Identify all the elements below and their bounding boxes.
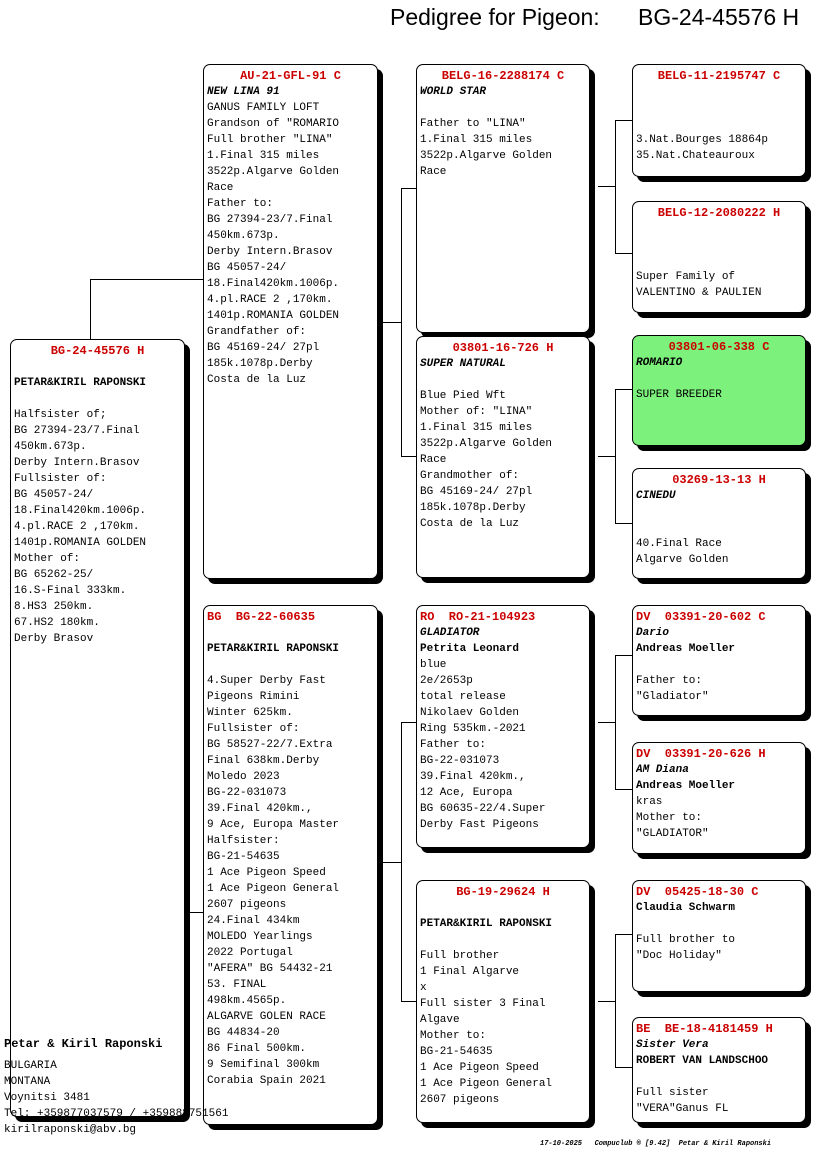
info-line: 86 Final 500km. xyxy=(207,1043,307,1055)
info-line: 9 Ace, Europa Master xyxy=(207,819,340,831)
info-line: Grandfather of: xyxy=(207,326,307,338)
info-line: Derby Intern.Brasov xyxy=(14,457,140,469)
info-line: 1 Final Algarve xyxy=(420,966,520,978)
info-line xyxy=(420,900,586,916)
info-line: VALENTINO & PAULIEN xyxy=(636,287,762,299)
info-line: Father to: xyxy=(636,675,703,687)
info-line: "Doc Holiday" xyxy=(636,950,722,962)
info-line: PETAR&KIRIL RAPONSKI xyxy=(14,377,147,389)
info-line: 4.Super Derby Fast xyxy=(207,675,326,687)
connector-line xyxy=(615,1067,632,1068)
connector-line xyxy=(615,934,632,935)
connector-line xyxy=(598,722,616,723)
info-line: Full brother to xyxy=(636,934,736,946)
info-line: "Gladiator" xyxy=(636,691,709,703)
info-line xyxy=(636,504,802,520)
info-line: 8.HS3 250km. xyxy=(14,601,94,613)
info-line: 1 Ace Pigeon General xyxy=(420,1078,553,1090)
ring-number: BELG-16-2288174 C xyxy=(441,69,565,83)
info-line: 18.Final420km.1006p. xyxy=(207,278,340,290)
connector-line xyxy=(401,722,417,723)
info-line xyxy=(636,221,802,237)
connector-line xyxy=(598,186,616,187)
info-line: Corabia Spain 2021 xyxy=(207,1075,326,1087)
owner-block xyxy=(4,1034,228,1138)
info-line xyxy=(636,371,802,387)
info-line: Costa de la Luz xyxy=(420,518,520,530)
info-line xyxy=(14,359,181,375)
info-line: 39.Final 420km., xyxy=(420,771,526,783)
info-line: BG 27394-23/7.Final xyxy=(14,425,140,437)
connector-line xyxy=(615,655,632,656)
card-dss[interactable] xyxy=(632,605,806,716)
owner-email: kirilraponski@abv.bg xyxy=(4,1124,137,1136)
info-line: GANUS FAMILY LOFT xyxy=(207,102,320,114)
info-line: Ring 535km.-2021 xyxy=(420,723,526,735)
connector-line xyxy=(90,279,91,341)
connector-line xyxy=(90,279,204,280)
card-dam-dam[interactable] xyxy=(416,880,590,1123)
breeder-name: Petrita Leonard xyxy=(420,643,520,655)
info-line: 3.Nat.Bourges 18864p xyxy=(636,134,769,146)
info-line: 1401p.ROMANIA GOLDEN xyxy=(14,537,147,549)
connector-line xyxy=(598,456,616,457)
info-line xyxy=(636,1069,802,1085)
owner-line: MONTANA xyxy=(4,1076,51,1088)
breeder-name: Andreas Moeller xyxy=(636,780,736,792)
info-line: 4.pl.RACE 2 ,170km. xyxy=(207,294,333,306)
info-line: 9 Semifinal 300km xyxy=(207,1059,320,1071)
ring-number: BG-24-45576 H xyxy=(50,344,145,358)
info-line: Race xyxy=(420,454,447,466)
connector-line xyxy=(615,389,632,390)
info-line: 12 Ace, Europa xyxy=(420,787,513,799)
ring-number: BG BG-22-60635 xyxy=(207,610,316,624)
info-line: 35.Nat.Chateauroux xyxy=(636,150,755,162)
info-line: BG 45169-24/ 27pl xyxy=(207,342,320,354)
info-line: 450km.673p. xyxy=(207,230,280,242)
pigeon-name: Dario xyxy=(636,627,670,639)
info-line: BG 60635-22/4.Super xyxy=(420,803,546,815)
info-line: Full brother "LINA" xyxy=(207,134,333,146)
pigeon-name: NEW LINA 91 xyxy=(207,86,280,98)
info-line: 1401p.ROMANIA GOLDEN xyxy=(207,310,340,322)
info-line: Grandmother of: xyxy=(420,470,520,482)
info-line: 2022 Portugal xyxy=(207,947,293,959)
info-line: Blue Pied Wft xyxy=(420,390,506,402)
info-line: 40.Final Race xyxy=(636,538,722,550)
ring-number: BELG-12-2080222 H xyxy=(657,206,781,220)
info-line xyxy=(636,237,802,253)
info-line: blue xyxy=(420,659,447,671)
info-line: 1 Ace Pigeon General xyxy=(207,883,340,895)
breeder-name: Claudia Schwarm xyxy=(636,902,736,914)
info-line: Derby Intern.Brasov xyxy=(207,246,333,258)
card-sire-sire[interactable] xyxy=(416,64,590,333)
info-line: BG 27394-23/7.Final xyxy=(207,214,333,226)
info-line: Halfsister of; xyxy=(14,409,107,421)
info-line: 24.Final 434km xyxy=(207,915,300,927)
connector-line xyxy=(615,253,632,254)
info-line: 2607 pigeons xyxy=(207,899,287,911)
info-line: Mother of: "LINA" xyxy=(420,406,533,418)
card-dam[interactable] xyxy=(203,605,378,1125)
info-line: 450km.673p. xyxy=(14,441,87,453)
connector-line xyxy=(380,322,402,323)
ring-number: AU-21-GFL-91 C xyxy=(240,69,341,83)
ring-number: RO RO-21-104923 xyxy=(420,610,536,624)
info-line: MOLEDO Yearlings xyxy=(207,931,313,943)
pigeon-name: ROMARIO xyxy=(636,357,683,369)
info-line: PETAR&KIRIL RAPONSKI xyxy=(207,643,340,655)
info-line: BG-22-031073 xyxy=(420,755,500,767)
info-line: Father to: xyxy=(420,739,487,751)
pigeon-name: WORLD STAR xyxy=(420,86,487,98)
owner-line: Voynitsi 3481 xyxy=(4,1092,90,1104)
info-line: Full brother xyxy=(420,950,500,962)
info-line: 185k.1078p.Derby xyxy=(207,358,313,370)
info-line: Pigeons Rimini xyxy=(207,691,300,703)
info-line: Father to: xyxy=(207,198,274,210)
connector-line xyxy=(401,188,417,189)
info-line: BG 58527-22/7.Extra xyxy=(207,739,333,751)
info-line: Full sister xyxy=(636,1087,709,1099)
info-line xyxy=(636,520,802,536)
ring-number: 03801-06-338 C xyxy=(668,340,770,354)
pigeon-name: CINEDU xyxy=(636,490,676,502)
info-line: Halfsister: xyxy=(207,835,280,847)
info-line xyxy=(14,391,181,407)
info-line: 67.HS2 180km. xyxy=(14,617,100,629)
ring-number: DV 05425-18-30 C xyxy=(636,885,759,899)
info-line: Algave xyxy=(420,1014,460,1026)
card-dam-sire[interactable] xyxy=(416,605,590,848)
info-line: 1.Final 315 miles xyxy=(420,134,533,146)
info-line: BG-21-54635 xyxy=(207,851,280,863)
info-line: 3522p.Algarve Golden xyxy=(207,166,340,178)
info-line: 1.Final 315 miles xyxy=(207,150,320,162)
info-line: PETAR&KIRIL RAPONSKI xyxy=(420,918,553,930)
info-line: 16.S-Final 333km. xyxy=(14,585,127,597)
footer-credit: 17-10-2025 Compuclub ® [9.42] Petar & Kiril Raponski xyxy=(540,1140,772,1148)
ring-number: BELG-11-2195747 C xyxy=(657,69,781,83)
info-line: Final 638km.Derby xyxy=(207,755,320,767)
info-line: BG 65262-25/ xyxy=(14,569,94,581)
info-line: 2607 pigeons xyxy=(420,1094,500,1106)
card-sss[interactable] xyxy=(632,64,806,177)
info-line xyxy=(420,100,586,116)
info-line: 185k.1078p.Derby xyxy=(420,502,526,514)
info-line: Super Family of xyxy=(636,271,736,283)
info-line: 498km.4565p. xyxy=(207,995,287,1007)
connector-line xyxy=(598,1001,616,1002)
info-line: BG-21-54635 xyxy=(420,1046,493,1058)
card-dds[interactable] xyxy=(632,880,806,992)
info-line: Costa de la Luz xyxy=(207,374,307,386)
info-line xyxy=(636,253,802,269)
info-line: ALGARVE GOLEN RACE xyxy=(207,1011,326,1023)
info-line: Fullsister of: xyxy=(207,723,300,735)
info-line xyxy=(207,657,374,673)
info-line: Derby Fast Pigeons xyxy=(420,819,539,831)
ring-number: 03801-16-726 H xyxy=(452,341,554,355)
connector-line xyxy=(615,523,632,524)
pigeon-name: Sister Vera xyxy=(636,1039,709,1051)
info-line xyxy=(636,116,802,132)
card-sire[interactable] xyxy=(203,64,378,579)
info-line: Mother to: xyxy=(636,812,703,824)
owner-line: BULGARIA xyxy=(4,1060,57,1072)
breeder-name: ROBERT VAN LANDSCHOO xyxy=(636,1055,769,1067)
info-line: Derby Brasov xyxy=(14,633,94,645)
card-sds[interactable] xyxy=(632,335,806,446)
info-line: BG 45057-24/ xyxy=(14,489,94,501)
card-ddd[interactable] xyxy=(632,1017,806,1123)
card-dsd[interactable] xyxy=(632,742,806,854)
ring-number: BE BE-18-4181459 H xyxy=(636,1022,773,1036)
info-line: "VERA"Ganus FL xyxy=(636,1103,729,1115)
owner-phone: Tel: +359877037579 / +359888751561 xyxy=(4,1108,229,1120)
pigeon-name: SUPER NATURAL xyxy=(420,358,506,370)
pigeon-name: GLADIATOR xyxy=(420,627,480,639)
info-line: BG 44834-20 xyxy=(207,1027,280,1039)
info-line: Nikolaev Golden xyxy=(420,707,520,719)
connector-line xyxy=(615,789,632,790)
breeder-name: Andreas Moeller xyxy=(636,643,736,655)
card-sdd[interactable] xyxy=(632,468,806,579)
info-line xyxy=(636,84,802,100)
ring-number: 03269-13-13 H xyxy=(672,473,766,487)
info-line: Mother of: xyxy=(14,553,81,565)
page-title xyxy=(390,4,799,31)
info-line: SUPER BREEDER xyxy=(636,389,722,401)
info-line: Grandson of "ROMARIO xyxy=(207,118,340,130)
info-line: BG 45057-24/ xyxy=(207,262,287,274)
info-line: 53. FINAL xyxy=(207,979,267,991)
card-subject[interactable] xyxy=(10,339,185,1117)
info-line: BG 45169-24/ 27pl xyxy=(420,486,533,498)
connector-line xyxy=(401,456,417,457)
info-line: Full sister 3 Final xyxy=(420,998,546,1010)
ring-number: BG-19-29624 H xyxy=(456,885,550,899)
connector-line xyxy=(615,120,632,121)
info-line: 18.Final420km.1006p. xyxy=(14,505,147,517)
ring-number: DV 03391-20-626 H xyxy=(636,747,766,761)
info-line: 3522p.Algarve Golden xyxy=(420,438,553,450)
info-line xyxy=(207,625,374,641)
card-ssd[interactable] xyxy=(632,201,806,313)
owner-name: Petar & Kiril Raponski xyxy=(4,1037,163,1051)
info-line: 1 Ace Pigeon Speed xyxy=(207,867,326,879)
info-line: 3522p.Algarve Golden xyxy=(420,150,553,162)
info-line xyxy=(636,916,802,932)
info-line: 2e/2653p xyxy=(420,675,473,687)
info-line: Father to "LINA" xyxy=(420,118,526,130)
info-line: BG-22-031073 xyxy=(207,787,287,799)
info-line: 4.pl.RACE 2 ,170km. xyxy=(14,521,140,533)
info-line: "AFERA" BG 54432-21 xyxy=(207,963,333,975)
title-ring: BG-24-45576 H xyxy=(638,4,800,30)
info-line: x xyxy=(420,982,427,994)
info-line: Mother to: xyxy=(420,1030,487,1042)
info-line: 1.Final 315 miles xyxy=(420,422,533,434)
info-line: Fullsister of: xyxy=(14,473,107,485)
card-sire-dam[interactable] xyxy=(416,336,590,578)
info-line: Algarve Golden xyxy=(636,554,729,566)
info-line xyxy=(420,372,586,388)
info-line: Race xyxy=(420,166,447,178)
connector-line xyxy=(380,862,402,863)
pigeon-name: AM Diana xyxy=(636,764,689,776)
ring-number: DV 03391-20-602 C xyxy=(636,610,766,624)
info-line: "GLADIATOR" xyxy=(636,828,709,840)
title-label: Pedigree for Pigeon: xyxy=(390,4,600,30)
info-line xyxy=(636,657,802,673)
connector-line xyxy=(401,1001,417,1002)
info-line: kras xyxy=(636,796,663,808)
info-line xyxy=(636,100,802,116)
info-line: Race xyxy=(207,182,234,194)
info-line: Moledo 2023 xyxy=(207,771,280,783)
info-line: 39.Final 420km., xyxy=(207,803,313,815)
info-line: Winter 625km. xyxy=(207,707,293,719)
info-line xyxy=(420,932,586,948)
info-line: 1 Ace Pigeon Speed xyxy=(420,1062,539,1074)
info-line: total release xyxy=(420,691,506,703)
